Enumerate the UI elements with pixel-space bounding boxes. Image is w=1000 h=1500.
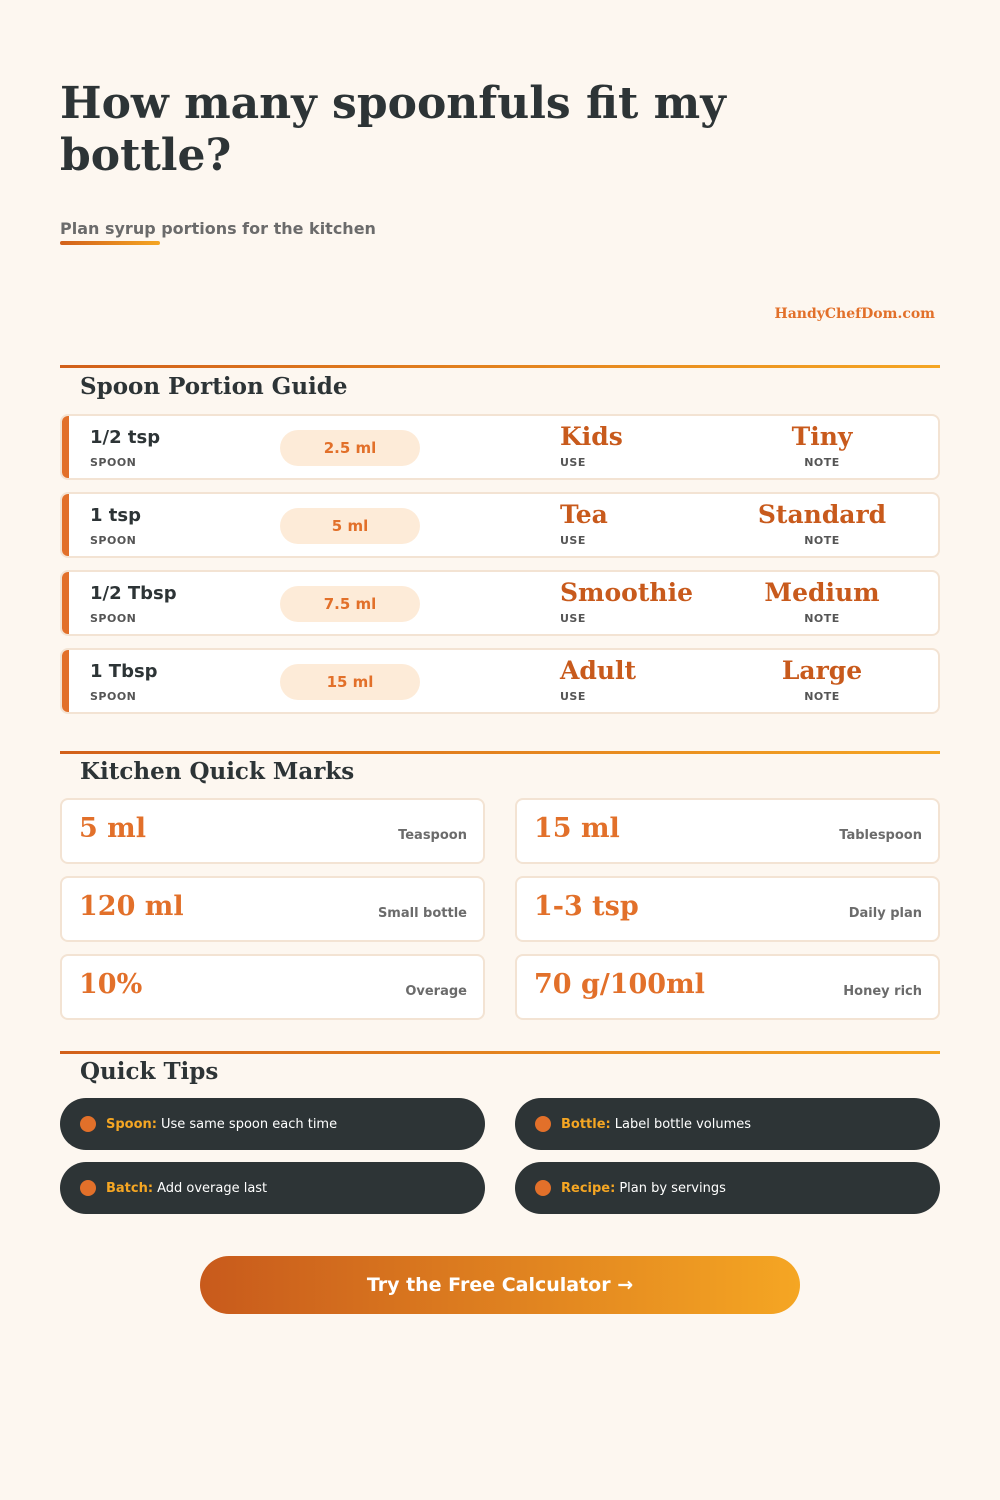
section-divider bbox=[60, 751, 940, 754]
use-value: Kids bbox=[560, 422, 623, 451]
quick-mark-card bbox=[60, 798, 485, 864]
section-title-portion-guide: Spoon Portion Guide bbox=[80, 373, 348, 400]
tip-text: Use same spoon each time bbox=[160, 1116, 338, 1132]
bullet-dot-icon bbox=[80, 1180, 96, 1196]
quick-mark-value: 1-3 tsp bbox=[534, 891, 639, 922]
portion-row bbox=[60, 570, 940, 636]
tip-pill bbox=[515, 1162, 940, 1214]
use-caption: USE bbox=[560, 534, 586, 547]
spoon-size: 1/2 Tbsp bbox=[90, 583, 177, 604]
spoon-caption: SPOON bbox=[90, 612, 137, 625]
spoon-size: 1 Tbsp bbox=[90, 661, 158, 682]
quick-mark-value: 10% bbox=[79, 969, 143, 1000]
use-value: Smoothie bbox=[560, 578, 693, 607]
quick-mark-label: Teaspoon bbox=[398, 828, 467, 843]
ml-badge: 15 ml bbox=[280, 664, 420, 700]
tip-key: Bottle: bbox=[561, 1116, 611, 1132]
ml-badge: 2.5 ml bbox=[280, 430, 420, 466]
note-value: Large bbox=[781, 656, 863, 685]
row-accent-bar bbox=[62, 572, 69, 634]
bullet-dot-icon bbox=[535, 1180, 551, 1196]
bullet-dot-icon bbox=[80, 1116, 96, 1132]
use-value: Adult bbox=[560, 656, 637, 685]
quick-mark-value: 70 g/100ml bbox=[534, 969, 705, 1000]
page bbox=[60, 0, 940, 1500]
note-caption: NOTE bbox=[804, 690, 840, 703]
quick-mark-value: 120 ml bbox=[79, 891, 184, 922]
tip-key: Batch: bbox=[106, 1180, 154, 1196]
tip-pill bbox=[60, 1098, 485, 1150]
use-value: Tea bbox=[560, 500, 608, 529]
section-divider bbox=[60, 365, 940, 368]
tip-text: Add overage last bbox=[157, 1180, 268, 1196]
quick-mark-card bbox=[515, 876, 940, 942]
quick-mark-label: Small bottle bbox=[377, 906, 467, 921]
tip-pill bbox=[60, 1162, 485, 1214]
quick-mark-value: 15 ml bbox=[534, 813, 620, 844]
ml-badge: 7.5 ml bbox=[280, 586, 420, 622]
quick-mark-card bbox=[515, 798, 940, 864]
section-divider bbox=[60, 1051, 940, 1054]
tip-key: Spoon: bbox=[106, 1116, 157, 1132]
ml-badge: 5 ml bbox=[280, 508, 420, 544]
quick-mark-value: 5 ml bbox=[79, 813, 147, 844]
use-caption: USE bbox=[560, 456, 586, 469]
page-subtitle: Plan syrup portions for the kitchen bbox=[60, 219, 376, 238]
spoon-caption: SPOON bbox=[90, 456, 137, 469]
spoon-size: 1 tsp bbox=[90, 505, 141, 526]
section-title-quick-marks: Kitchen Quick Marks bbox=[80, 758, 355, 785]
note-value: Standard bbox=[757, 500, 887, 529]
quick-mark-label: Honey rich bbox=[843, 984, 922, 999]
row-accent-bar bbox=[62, 494, 69, 556]
spoon-caption: SPOON bbox=[90, 690, 137, 703]
section-title-quick-tips: Quick Tips bbox=[80, 1058, 219, 1085]
quick-mark-card bbox=[515, 954, 940, 1020]
use-caption: USE bbox=[560, 690, 586, 703]
row-accent-bar bbox=[62, 416, 69, 478]
quick-mark-card bbox=[60, 876, 485, 942]
tip-pill bbox=[515, 1098, 940, 1150]
note-caption: NOTE bbox=[804, 612, 840, 625]
portion-row bbox=[60, 648, 940, 714]
tip-text: Label bottle volumes bbox=[614, 1116, 752, 1132]
portion-row bbox=[60, 492, 940, 558]
spoon-size: 1/2 tsp bbox=[90, 427, 161, 448]
row-accent-bar bbox=[62, 650, 69, 712]
tip-text: Plan by servings bbox=[619, 1180, 726, 1196]
quick-mark-card bbox=[60, 954, 485, 1020]
note-caption: NOTE bbox=[804, 534, 840, 547]
spoon-caption: SPOON bbox=[90, 534, 137, 547]
tip-key: Recipe: bbox=[561, 1180, 616, 1196]
use-caption: USE bbox=[560, 612, 586, 625]
brand-name: HandyChefDom.com bbox=[774, 306, 935, 322]
note-value: Medium bbox=[764, 578, 880, 607]
quick-mark-label: Tablespoon bbox=[839, 828, 922, 843]
free-calculator-button[interactable]: Try the Free Calculator → bbox=[200, 1256, 800, 1314]
subtitle-underline bbox=[60, 241, 160, 245]
portion-row bbox=[60, 414, 940, 480]
quick-mark-label: Daily plan bbox=[848, 906, 922, 921]
note-caption: NOTE bbox=[804, 456, 840, 469]
note-value: Tiny bbox=[791, 422, 853, 451]
page-title: How many spoonfuls fit my bottle? bbox=[60, 78, 726, 181]
bullet-dot-icon bbox=[535, 1116, 551, 1132]
quick-mark-label: Overage bbox=[405, 984, 467, 999]
